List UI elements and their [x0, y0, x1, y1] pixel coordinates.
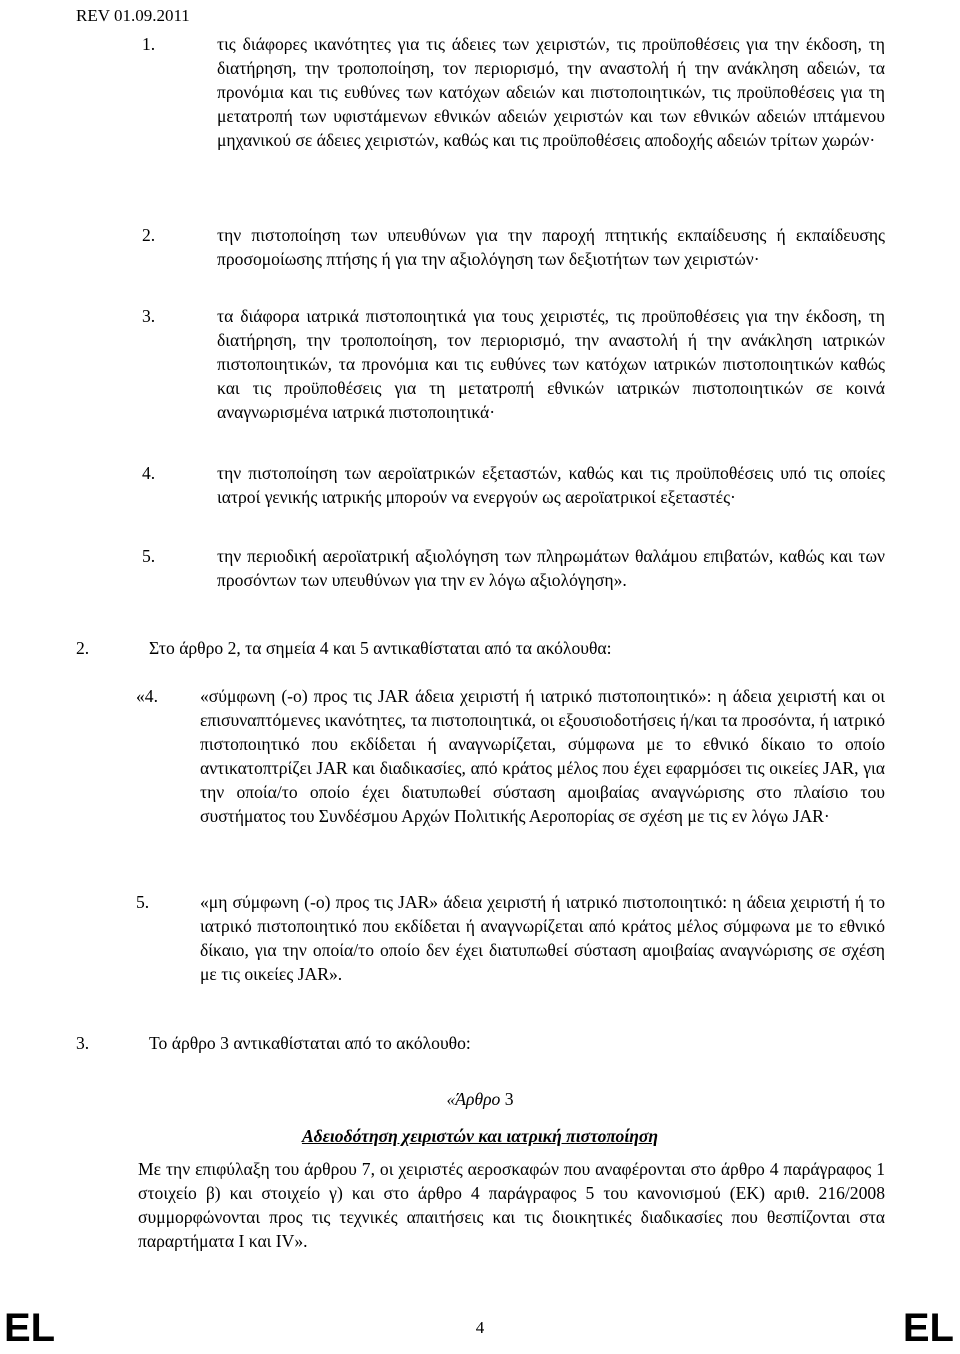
list-item-text: «μη σύμφωνη (-ο) προς τις JAR» άδεια χειριστή ή ιατρικό πιστοποιητικό: η άδεια χειριστή ή το ιατρικό πιστοποιητικό που εκδίδεται ή αναγνωρίζεται από κράτος μέλος σύμφωνα με το εθνικό δίκαιο, για την οποία/το οποίο δεν έχει διατυπωθεί σύσταση αμοιβαίας αναγνώρισης σε σχέση με τις οικείες JAR». — [200, 892, 885, 984]
section-number: 2. — [76, 638, 90, 658]
article-heading — [0, 1087, 960, 1111]
list-item-text: την περιοδική αεροϊατρική αξιολόγηση των πληρωμάτων θαλάμου επιβατών, καθώς και των προσόντων των υπευθύνων για την εν λόγω αξιολόγηση». — [217, 546, 885, 590]
section-number: 3. — [76, 1033, 90, 1053]
page-number: 4 — [475, 1318, 485, 1337]
footer-language-left: EL — [4, 1306, 56, 1350]
section-text: Στο άρθρο 2, τα σημεία 4 και 5 αντικαθίσταται από τα ακόλουθα: — [149, 638, 612, 658]
list-item-text: την πιστοποίηση των υπευθύνων για την παροχή πτητικής εκπαίδευσης ή εκπαίδευσης προσομοίωσης πτήσης ή για την αξιολόγηση των δεξιοτήτων των χειριστών· — [217, 225, 885, 269]
list-item-text: τα διάφορα ιατρικά πιστοποιητικά για τους χειριστές, τις προϋποθέσεις για την έκδοση, τη διατήρηση, την τροποποίηση, τον περιορισμό, την αναστολή ή την ανάκληση ιατρικών πιστοποιητικών, τα προνόμια και τις ευθύνες των κατόχων ιατρικών πιστοποιητικών καθώς και τις προϋποθέσεις για τη μετατροπή εθνικών ιατρικών πιστοποιητικών σε κοινά αναγνωρισμένα ιατρικά πιστοποιητικά· — [217, 306, 885, 422]
list-item-text: την πιστοποίηση των αεροϊατρικών εξεταστών, καθώς και τις προϋποθέσεις υπό τις οποίες ιατροί γενικής ιατρικής μπορούν να ενεργούν ως αεροϊατρικοί εξεταστές· — [217, 463, 885, 507]
list-item-number: 4. — [142, 463, 156, 483]
list-item-number: 5. — [142, 546, 156, 566]
list-item-number: 1. — [142, 34, 156, 54]
footer-language-right: EL — [902, 1306, 954, 1350]
list-item-number: «4. — [136, 686, 158, 706]
article-body: Με την επιφύλαξη του άρθρου 7, οι χειριστές αεροσκαφών που αναφέρονται στο άρθρο 4 παράγραφος 1 στοιχείο β) και στοιχείο γ) και στο άρθρο 4 παράγραφος 5 του κανονισμού (ΕΚ) αριθ. 216/2008 συμμορφώνονται προς τις τεχνικές απαιτήσεις και τις διοικητικές διαδικασίες που θεσπίζονται στα παραρτήματα I και IV». — [138, 1159, 885, 1251]
list-item-number: 5. — [136, 892, 150, 912]
list-item-number: 2. — [142, 225, 156, 245]
article-heading-number: 3 — [500, 1089, 514, 1109]
list-item-text: «σύμφωνη (-ο) προς τις JAR άδεια χειριστή ή ιατρικό πιστοποιητικό»: η άδεια χειριστή και οι επισυναπτόμενες ικανότητες, τα πιστοποιητικά, οι εξουσιοδοτήσεις ή/και τα προσόντα, ή ιατρικό πιστοποιητικό που εκδίδεται ή αναγνωρίζεται, σύμφωνα με το εθνικό δίκαιο το οποίο αντικατοπτρίζει JAR και διαδικασίες, από κράτος μέλος που έχει εφαρμόσει τις οικείες JAR, για την οποία/το οποίο έχει διατυπωθεί σύσταση αμοιβαίας αναγνώρισης στο πλαίσιο του συστήματος του Συνδέσμου Αρχών Πολιτικής Αεροπορίας σε σχέση με τις εν λόγω JAR· — [200, 686, 885, 826]
revision-label: REV 01.09.2011 — [76, 6, 190, 25]
section-text: Το άρθρο 3 αντικαθίσταται από το ακόλουθο: — [149, 1033, 471, 1053]
list-item-text: τις διάφορες ικανότητες για τις άδειες των χειριστών, τις προϋποθέσεις για την έκδοση, τη διατήρηση, την τροποποίηση, τον περιορισμό, την αναστολή ή την ανάκληση αδειών, τα προνόμια και τις ευθύνες των κατόχων αδειών και πιστοποιητικών, τις προϋποθέσεις για τη μετατροπή των υφιστάμενων εθνικών αδειών χειριστών και των εθνικών αδειών ιπτάμενου μηχανικού σε άδειες χειριστών, καθώς και τις προϋποθέσεις αποδοχής αδειών τρίτων χωρών· — [217, 34, 885, 150]
article-title: Αδειοδότηση χειριστών και ιατρική πιστοποίηση — [301, 1126, 659, 1146]
list-item-number: 3. — [142, 306, 156, 326]
article-heading-word: «Άρθρο — [446, 1089, 501, 1109]
